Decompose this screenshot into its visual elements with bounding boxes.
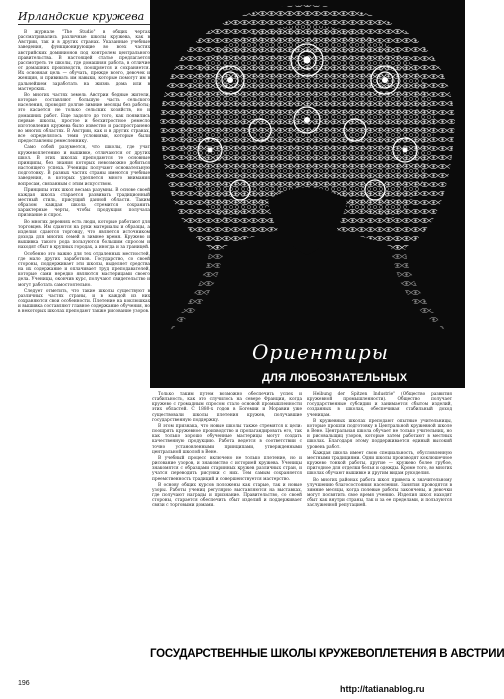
- paragraph: В этом признака, что новые школы также стремятся к цели: поощрять кружевное производство и пропагандировать его, так как только хорошо обученные мастерицы могут создать качественную продукцию. Работа ведется в соответствии с точно установленными принципами, утвержденными центральной школой в Вене.: [152, 423, 302, 455]
- article-heading: ГОСУДАРСТВЕННЫЕ ШКОЛЫ КРУЖЕВОПЛЕТЕНИЯ В АВСТРИИ: [150, 648, 504, 660]
- paragraph: Во многих районах работа школ привела к значительному улучшению благосостояния населения. Занятия проводятся в зимние месяцы, когда полевые работы закончены, и девочки могут посвятить свое время учению. Изделия школ находят сбыт как внутри страны, так и за ее пределами, и пользуются заслуженной репутацией.: [307, 477, 452, 509]
- paragraph: Heibung der Spitzen Industrie" (Общество развития кружевной промышленности). Общество получает государственные субсидии и занимается сбытом изделий, созданных в школах, обеспечивая стабильный доход ученицам.: [307, 392, 452, 418]
- article-column-middle: [152, 392, 302, 642]
- header-divider: [18, 24, 153, 25]
- feature-title-text: Ориентиры: [252, 340, 390, 364]
- article-column-left: [18, 30, 150, 670]
- paragraph: Принципы этих школ весьма разумны. В основе своей каждая школа старается развивать традиционный местный стиль, присущий данной области. Таким образом каждая школа стремится сохранить характерные черты, чтобы продукция получала признание и спрос.: [18, 187, 150, 219]
- site-watermark[interactable]: http://tatianablog.ru: [340, 684, 425, 694]
- lace-collar-illustration: [150, 0, 465, 388]
- section-title: Ирландские кружева: [18, 10, 145, 23]
- paragraph: В основу общих курсов положены как старые, так и новые узоры. Работы учениц регулярно выставляются на выставках, где получают награды и признание. Правительство, со своей стороны, старается обеспечить сбыт изделий и поддерживает связи с торговыми домами.: [152, 482, 302, 509]
- page-number: 196: [18, 680, 30, 687]
- feature-subtitle: ДЛЯ ЛЮБОЗНАТЕЛЬНЫХ: [262, 372, 408, 384]
- paragraph: Каждая школа имеет свою специальность, обусловленную местными традициями. Одни школы производят коклюшечное кружево тонкой работы, другие — кружево более грубое, пригодное для отделки белья и одежды. Кроме того, во многих школах обучают вышивке и другим видам рукоделия.: [307, 450, 452, 477]
- article-column-right: [307, 392, 452, 642]
- paragraph: В кружевных школах преподают опытные учительницы, которые прошли подготовку в Центральной кружевной школе в Вене. Центральная школа обучает не только учительниц, но и рисовальщиц узоров, которые затем работают в местных школах. Благодаря этому поддерживается единый высокий уровень работ.: [307, 418, 452, 450]
- lace-photo: [150, 0, 465, 388]
- paragraph: Только таким путем возможно обеспечить успех и стабильность, как это случилось на севере Франции, когда кружево с громадным спросом стало основой промышленности этих областей. С 1880-х годов в Богемии и Моравии уже существовали школы плетения кружев, получавшие государственную поддержку.: [152, 392, 302, 423]
- paragraph: Само собой разумеется, что школы, где учат кружевоплетению и вышивке, отличаются от других школ. В этих школах преподаются те основные принципы, без знания которых невозможно добиться настоящего успеха. Ученицы получают основательную подготовку. В разных частях страны имеются учебные заведения, в которых уделяется много внимания вопросам, связанным с этим искусством.: [18, 145, 150, 187]
- paragraph: Следует отметить, что такие школы существуют в различных частях страны, и в каждой из них сохраняются свои особенности. Плетение на коклюшках и вышивка составляют главное содержание обучения, но в некоторых школах преподают также рисование узоров.: [18, 288, 150, 315]
- paragraph: В журнале "The Studio" в общих чертах рассматривались различные школы кружева, как в Австрии, так и в других странах. Указанные учебные заведения, функционирующие во всех частях австрийских доминионов под контролем центрального правительства. В настоящей статье предлагается рассмотреть те школы, где домашняя работа, в отличие от домашних производств, поощряется и сохраняется. Их основная цель — обучать, прежде всего, девочек и женщин, и прививать им навыки, которые помогут им в дальнейшем заработать на жизнь дома или в мастерских.: [18, 30, 150, 92]
- paragraph: Во многих частях земель Австрии бедные жители, которые составляют большую часть сельского населения, проводят долгие зимние месяцы без работы; это касается не только сельских хозяйств, но и домашних работ. Еще задолго до того, как появились первые школы, простое и бесхитростное ремесло изготовления кружева было известно и распространено во многих областях. В Австрии, как и в других странах, все определялось теми условиями, которые были предоставлены ремесленнику.: [18, 92, 150, 145]
- paragraph: В учебный процесс включено не только плетение, но и рисование узоров, и знакомство с историей кружева. Ученицы знакомятся с образцами старинных кружев различных стран, и учатся переводить рисунки с них. Тем самым сохраняется преемственность традиций и совершенствуется мастерство.: [152, 455, 302, 482]
- feature-title: [252, 340, 452, 364]
- paragraph: Во многих деревнях есть люди, которые работают для торговцев. Им сдаются на руки материалы и образцы, а изделия сдаются торговцу, что является источником дохода для многих семей в зимнее время. Кружево и вышивка такого рода пользуются большим спросом и находят сбыт в крупных городах, а иногда и за границей.: [18, 219, 150, 251]
- paragraph: Особенно это важно для тех отдаленных местностей, где мало других заработков. Государство, со своей стороны, поддерживает эти школы, выделяет средства на их содержание и оплачивает труд преподавателей, которые сами нередко являются мастерицами своего дела. Ученицы, окончив курс, получают свидетельство и могут работать самостоятельно.: [18, 251, 150, 288]
